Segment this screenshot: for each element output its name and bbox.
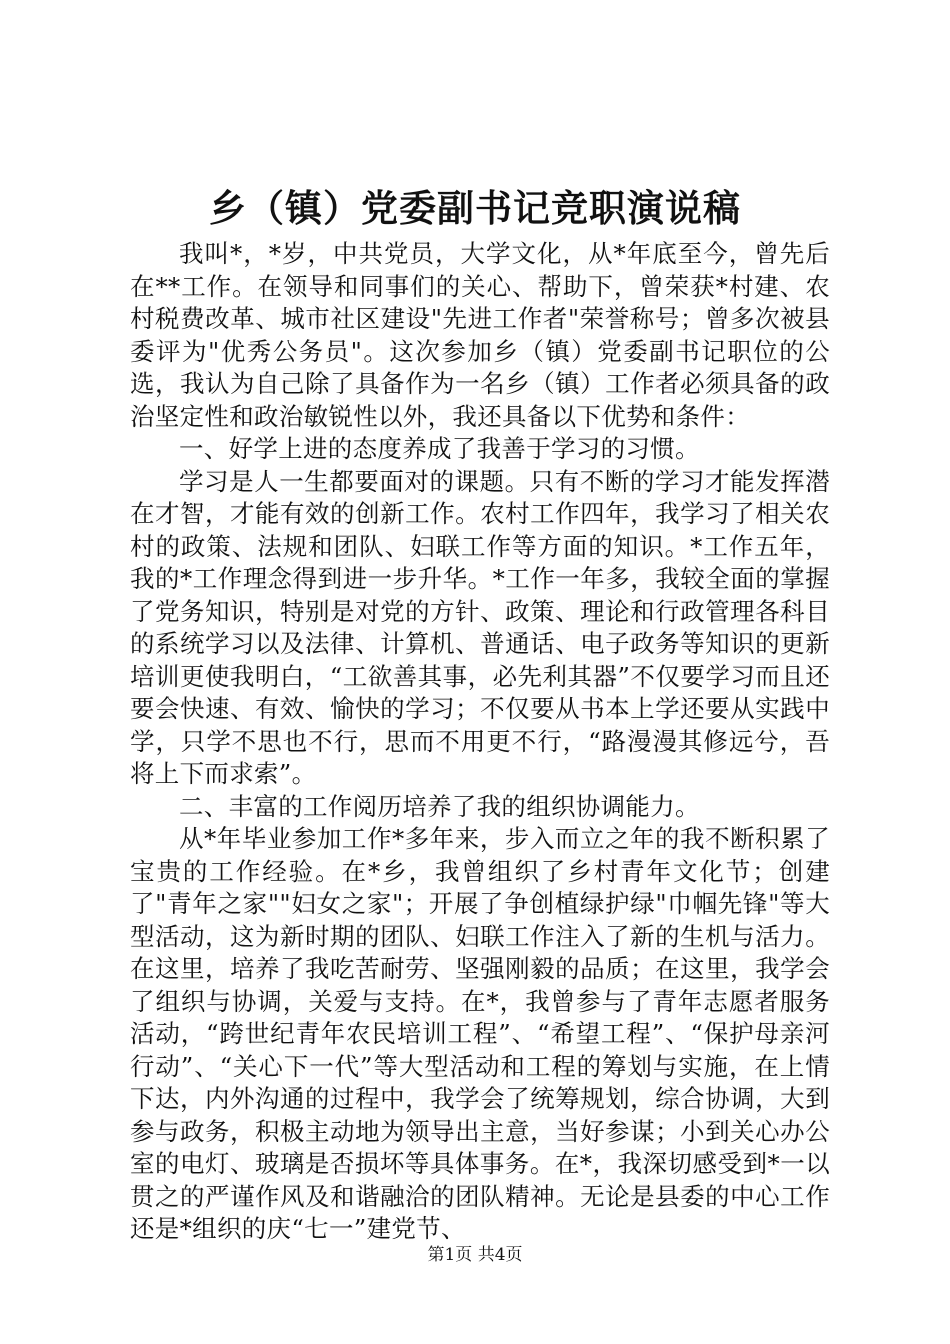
paragraph-experience: 从*年毕业参加工作*多年来，步入而立之年的我不断积累了宝贵的工作经验。在*乡，我曾组织了乡村青年文化节；创建了"青年之家""妇女之家"；开展了争创植绿护绿"巾帼先锋"等大型活动，这为新时期的团队、妇联工作注入了新的生机与活力。在这里，培养了我吃苦耐劳、坚强刚毅的品质；在这里，我学会了组织与协调，关爱与支持。在*，我曾参与了青年志愿者服务活动，“跨世纪青年农民培训工程”、“希望工程”、“保护母亲河行动”、“关心下一代”等大型活动和工程的筹划与实施，在上情下达，内外沟通的过程中，我学会了统筹规划，综合协调，大到参与政务，积极主动地为领导出主意，当好参谋；小到关心办公室的电灯、玻璃是否损坏等具体事务。在*，我深切感受到*一以贯之的严谨作风及和谐融洽的团队精神。无论是县委的中心工作还是*组织的庆“七一”建党节、 [130,824,830,1243]
paragraph-intro: 我叫*，*岁，中共党员，大学文化，从*年底至今，曾先后在**工作。在领导和同事们的关心、帮助下，曾荣获*村建、农村税费改革、城市社区建设"先进工作者"荣誉称号；曾多次被县委评为"优秀公务员"。这次参加乡（镇）党委副书记职位的公选，我认为自己除了具备作为一名乡（镇）工作者必须具备的政治坚定性和政治敏锐性以外，我还具备以下优势和条件： [130,239,830,431]
page-indicator: 第1页 共4页 [427,1245,523,1265]
document-body [130,238,830,1246]
document-title: 乡（镇）党委副书记竞职演说稿 [209,186,741,230]
paragraph-heading-1: 一、好学上进的态度养成了我善于学习的习惯。 [179,434,700,463]
paragraph-learning: 学习是人一生都要面对的课题。只有不断的学习才能发挥潜在才智，才能有效的创新工作。农村工作四年，我学习了相关农村的政策、法规和团队、妇联工作等方面的知识。*工作五年，我的*工作理念得到进一步升华。*工作一年多，我较全面的掌握了党务知识，特别是对党的方针、政策、理论和行政管理各科目的系统学习以及法律、计算机、普通话、电子政务等知识的更新培训更使我明白，“工欲善其事，必先利其器”不仅要学习而且还要会快速、有效、愉快的学习；不仅要从书本上学还要从实践中学，只学不思也不行，思而不用更不行，“路漫漫其修远兮，吾将上下而求索”。 [130,466,830,788]
paragraph-heading-2: 二、丰富的工作阅历培养了我的组织协调能力。 [179,791,700,821]
